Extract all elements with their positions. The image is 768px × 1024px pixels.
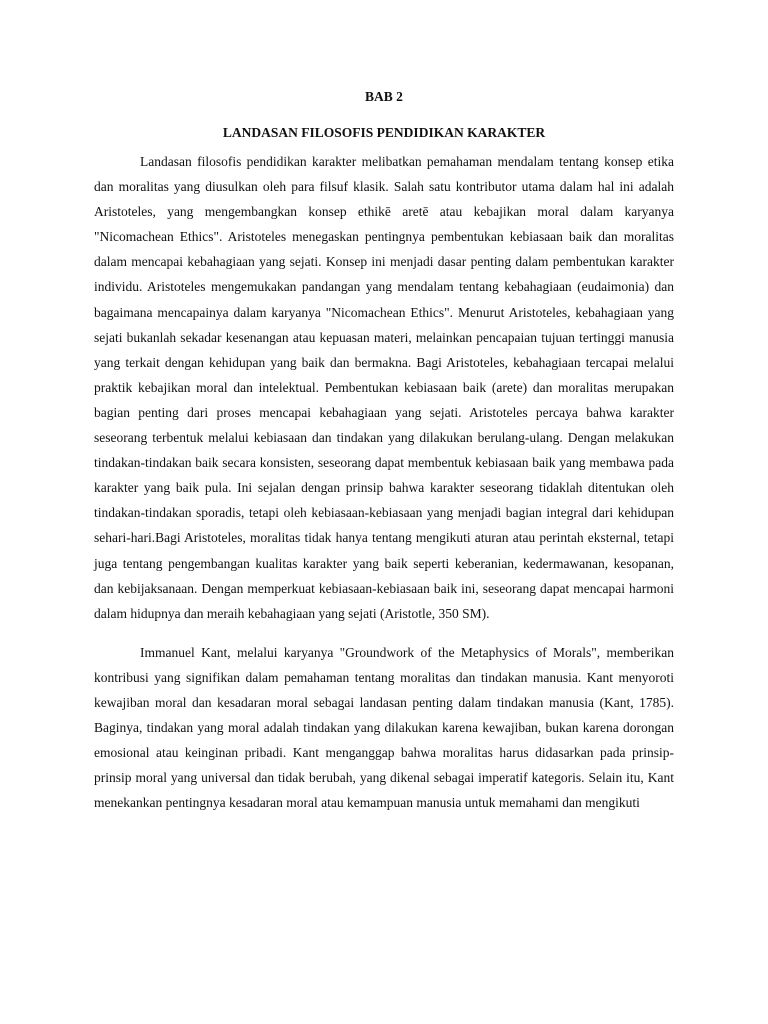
document-page	[94, 84, 674, 815]
paragraph-kant: Immanuel Kant, melalui karyanya "Groundwork of the Metaphysics of Morals", memberikan kontribusi yang signifikan dalam pemahaman tentang moralitas dan tindakan manusia. Kant menyoroti kewajiban moral dan kesadaran moral sebagai landasan penting dalam tindakan manusia (Kant, 1785). Baginya, tindakan yang moral adalah tindakan yang dilakukan karena kewajiban, bukan karena dorongan emosional atau keinginan pribadi. Kant menganggap bahwa moralitas harus didasarkan pada prinsip-prinsip moral yang universal dan tidak berubah, yang dikenal sebagai imperatif kategoris. Selain itu, Kant menekankan pentingnya kesadaran moral atau kemampuan manusia untuk memahami dan mengikuti	[94, 644, 674, 811]
chapter-heading: BAB 2	[365, 89, 403, 104]
chapter-title: LANDASAN FILOSOFIS PENDIDIKAN KARAKTER	[222, 125, 546, 140]
paragraph-aristoteles: Landasan filosofis pendidikan karakter melibatkan pemahaman mendalam tentang konsep etika dan moralitas yang diusulkan oleh para filsuf klasik. Salah satu kontributor utama dalam hal ini adalah Aristoteles, yang mengembangkan konsep ethikē aretē atau kebajikan moral dalam karyanya "Nicomachean Ethics". Aristoteles menegaskan pentingnya pembentukan kebiasaan baik dan moralitas dalam mencapai kebahagiaan yang sejati. Konsep ini menjadi dasar penting dalam pembentukan karakter individu. Aristoteles mengemukakan pandangan yang mendalam tentang kebahagiaan (eudaimonia) dan bagaimana mencapainya dalam karyanya "Nicomachean Ethics". Menurut Aristoteles, kebahagiaan yang sejati bukanlah sekadar kesenangan atau kepuasan materi, melainkan pencapaian tujuan tertinggi manusia yang terkait dengan kehidupan yang baik dan bermakna. Bagi Aristoteles, kebahagiaan tercapai melalui praktik kebajikan moral dan intelektual. Pembentukan kebiasaan baik (arete) dan moralitas merupakan bagian penting dari proses mencapai kebahagiaan yang sejati. Aristoteles percaya bahwa karakter seseorang terbentuk melalui kebiasaan dan tindakan yang dilakukan berulang-ulang. Dengan melakukan tindakan-tindakan baik secara konsisten, seseorang dapat membentuk kebiasaan baik yang membawa pada karakter yang baik pula. Ini sejalan dengan prinsip bahwa karakter seseorang tidaklah ditentukan oleh tindakan-tindakan sporadis, tetapi oleh kebiasaan-kebiasaan yang menjadi bagian integral dari kehidupan sehari-hari.Bagi Aristoteles, moralitas tidak hanya tentang mengikuti aturan atau perintah eksternal, tetapi juga tentang pengembangan kualitas karakter yang baik seperti keberanian, kedermawanan, kesopanan, dan kebijaksanaan. Dengan memperkuat kebiasaan-kebiasaan baik ini, seseorang dapat mencapai harmoni dalam hidupnya dan meraih kebahagiaan yang sejati (Aristotle, 350 SM).	[94, 154, 674, 621]
